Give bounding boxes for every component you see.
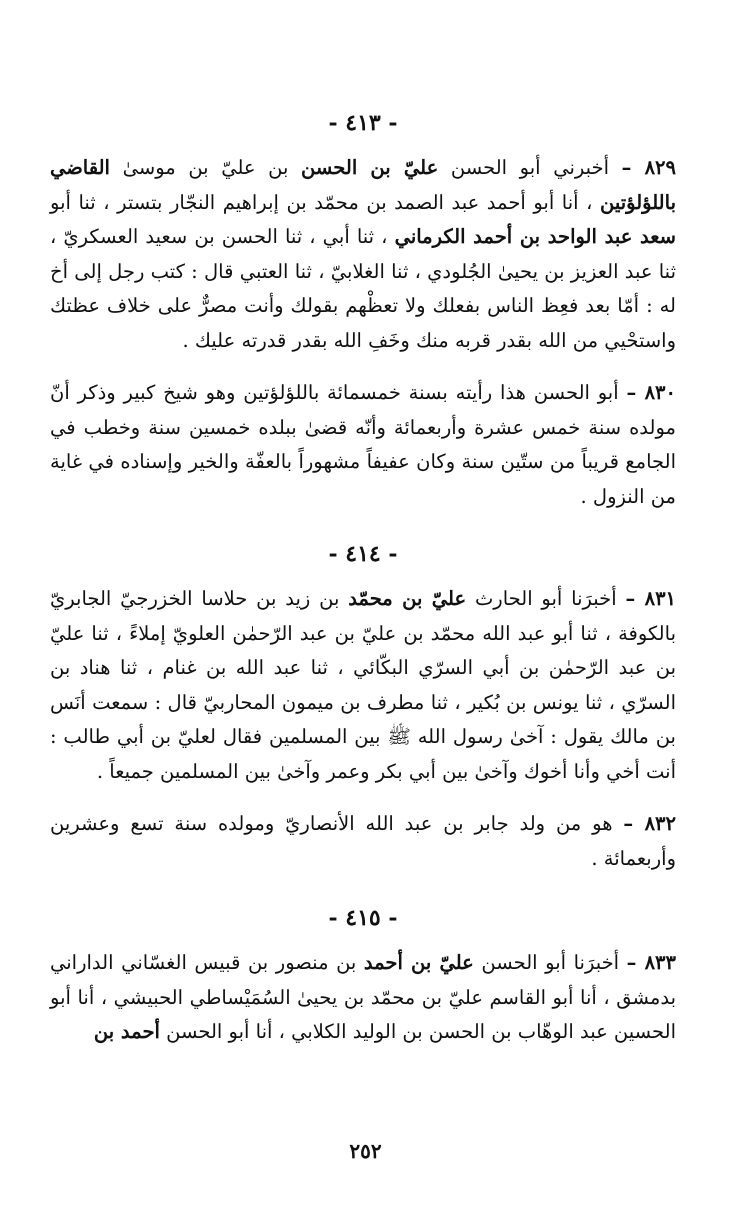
entry-831: ٨٣١ – أخبرَنا أبو الحارث عليّ بن محمّد بن زيد بن حلاسا الخزرجيّ الجابريّ بالكوفة ، ثنا أبو عبد الله محمّد بن عليّ بن عبد الرّحمٰن العلويّ إملاءً ، ثنا عليّ بن عبد الرّحمٰن بن أبي السرّي البكّائي ، ثنا عبد الله بن غنام ، ثنا هناد بن السرّي ، ثنا يونس بن بُكير ، ثنا مطرف بن ميمون المحاربيّ قال : سمعت أنَس بن مالك يقول : آخىٰ رسول الله ﷺ بين المسلمين فقال لعليّ بن أبي طالب : أنت أخي وأنا أخوك وآخىٰ بين أبي بكر وعمر وآخىٰ بين المسلمين جميعاً . [50, 587, 677, 783]
entry-830: ٨٣٠ – أبو الحسن هذا رأيته بسنة خمسمائة باللؤلؤتين وهو شيخ كبير وذكر أنّ مولده سنة خمس عشرة وأربعمائة وأنّه قضىٰ ببلده خمسين سنة وخطب في الجامع قريباً من ستّين سنة وكان عفيفاً مشهوراً بالعفّة والخير وإسناده في غاية من النزول . [50, 381, 676, 508]
entry-832: ٨٣٢ – هو من ولد جابر بن عبد الله الأنصاريّ ومولده سنة تسع وعشرين وأربعمائة . [50, 812, 676, 870]
document-page [0, 103, 731, 1228]
entry-829: ٨٢٩ – أخبرني أبو الحسن عليّ بن الحسن بن عليّ بن موسىٰ القاضي باللؤلؤتين ، أنا أبو أحمد عبد الصمد بن محمّد بن إبراهيم النجّار بتستر ، ثنا أبو سعد عبد الواحد بن أحمد الكرماني ، ثنا أبي ، ثنا الحسن بن سعيد العسكريّ ، ثنا عبد العزيز بن يحيىٰ الجُلودي ، ثنا الغلابيّ ، ثنا العتبي قال : كتب رجل إلى أخ له : أمّا بعد فعِظ الناس بفعلك ولا تعظْهم بقولك وأنت مصرٌّ على خلاف عظتك واستحْيي من الله بقدر قربه منك وخَفِ الله بقدر قدرته عليك . [50, 156, 676, 352]
section-415 [50, 898, 676, 1050]
entry-number: ٨٣٣ – [626, 951, 676, 974]
entry-number: ٨٣٠ – [626, 381, 676, 404]
entry-number: ٨٣٢ – [623, 812, 676, 835]
entry-number: ٨٣١ – [625, 587, 677, 610]
section-414 [50, 534, 676, 876]
section-header: - ٤١٤ - [328, 541, 398, 567]
page-number: ٢٥٢ [349, 1139, 382, 1163]
entry-number: ٨٢٩ – [621, 156, 676, 179]
section-header: - ٤١٥ - [328, 905, 398, 931]
entry-833: ٨٣٣ – أخبرَنا أبو الحسن عليّ بن أحمد بن منصور بن قبيس الغسّاني الداراني بدمشق ، أنا أبو القاسم عليّ بن محمّد بن يحيىٰ السُمَيْساطي الحبيشي ، أنا أبو الحسين عبد الوهّاب بن الحسن بن الوليد الكلابي ، أنا أبو الحسن أحمد بن [50, 951, 676, 1043]
section-header: - ٤١٣ - [328, 110, 398, 136]
section-413 [50, 103, 676, 514]
